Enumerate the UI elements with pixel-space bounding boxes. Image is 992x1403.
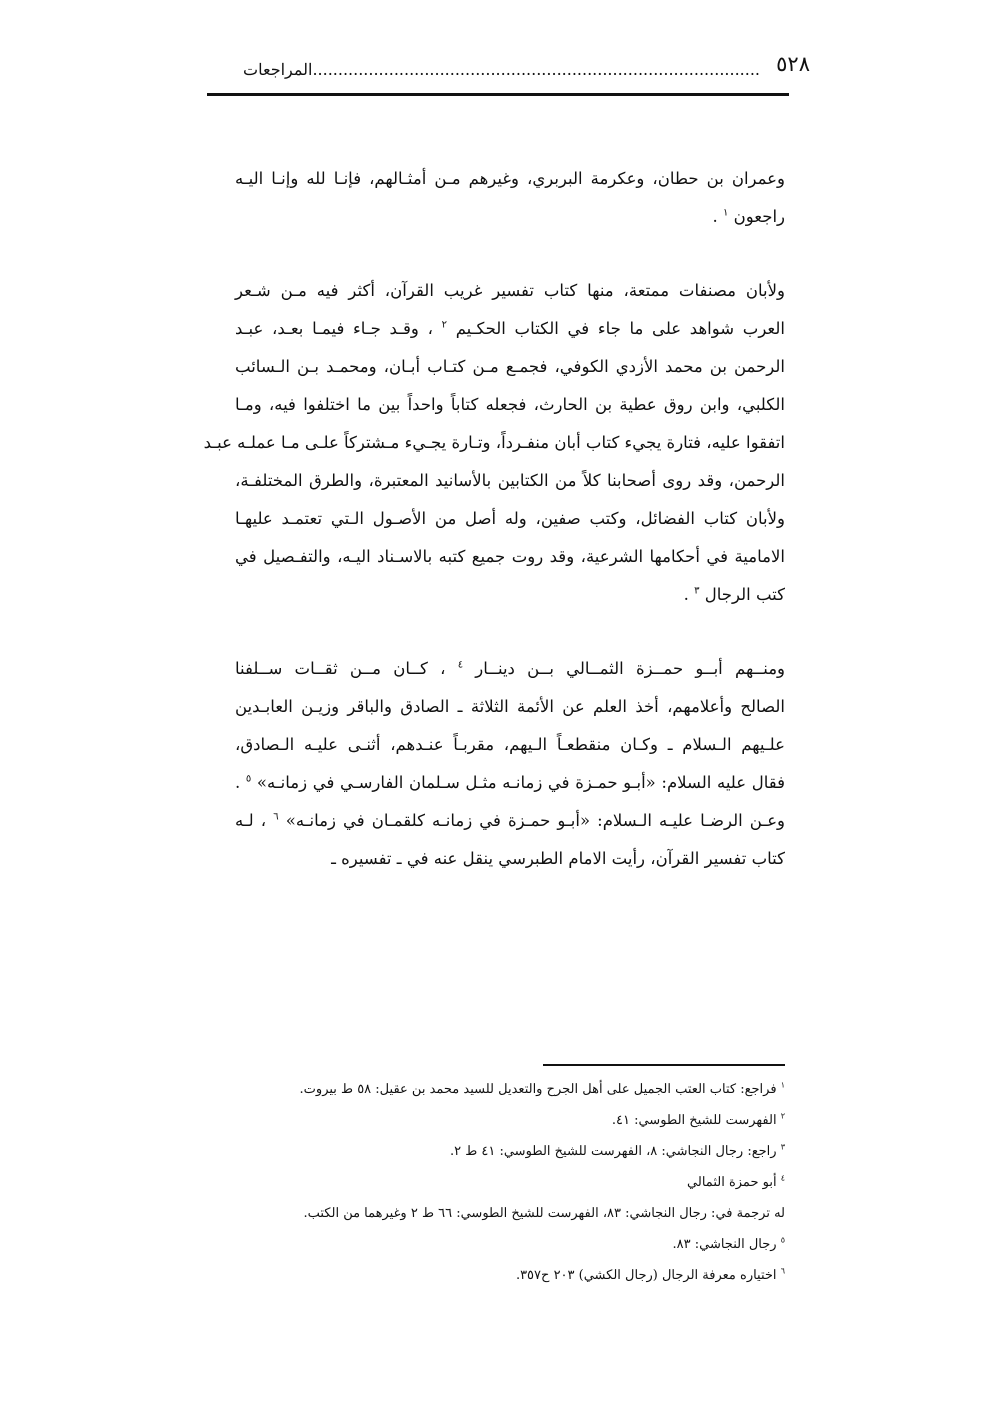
footnote-6: $^٦$ اختياره معرفة الرجال (رجال الكشي) ٢٠٣ ح٣٥٧. [515,1266,785,1283]
text-line: الرحمن، وقد روى أصحابنا كلاً من الكتابين بالأسانيد المعتبرة، والطرق المختلفـة، [235,471,785,490]
text-line: فقال عليه السلام: «أبـو حمـزة في زمانـه مثـل سـلمان الفارسـي في زمانـه» $^٥$ . [235,773,785,792]
footnote-4-continued: له ترجمة في: رجال النجاشي: ٨٣، الفهرست للشيخ الطوسي: ٦٦ ط ٢ وغيرهما من الكتب. [303,1206,785,1221]
footnote-1: $^١$ فراجع: كتاب العتب الجميل على أهل الجرح والتعديل للسيد محمد بن عقيل: ٥٨ ط بيروت. [299,1080,785,1097]
text-line: اتفقوا عليه، فتارة يجيء كتاب أبان منفـرداً، وتـارة يجـيء مـشتركاً علـى مـا عملـه عبـد [203,433,785,452]
footnote-divider [543,1064,785,1066]
text-line: وعـن الرضـا عليـه الـسلام: «أبـو حمـزة في زمانـه كلقمـان في زمانـه» $^٦$ ، لـه [235,811,786,830]
footnote-ref-2[interactable]: ٢ [441,319,447,331]
text-line: الرحمن بن محمد الأزدي الكوفي، فجمـع مـن كتـاب أبـان، ومحمـد بـن الـسائب [235,357,785,376]
text-line: كتب الرجال $^٣$ . [683,585,785,604]
footnote-4: $^٤$ أبو حمزة الثمالي [687,1173,785,1190]
footnote-2: $^٢$ الفهرست للشيخ الطوسي: ٤١. [611,1111,785,1128]
text-line: الكلبي، وابن روق عطية بن الحارث، فجعله كتاباً واحداً بين ما اختلفوا فيه، ومـا [235,395,785,414]
text-line: كتاب تفسير القرآن، رأيت الامام الطبرسي ينقل عنه في ـ تفسيره ـ [331,849,785,868]
page-header [205,48,810,92]
text-line: ولأبان كتاب الفضائل، وكتب صفين، وله أصل من الأصـول الـتي تعتمـد عليهـا [235,509,785,528]
text-line: راجعون $^١$ . [712,207,785,226]
text-line: علـيهم الـسلام ـ وكـان منقطعـاً الـيهم، مقربـاً عنـدهم، أثنـى عليـه الـصادق، [235,735,785,754]
footnote-ref-3[interactable]: ٣ [694,585,700,597]
text-line: العرب شواهد على ما جاء في الكتاب الحكـيم $^٢$ ، وقـد جـاء فيمـا بعـد، عبـد [235,319,786,338]
paragraph-1 [235,160,785,236]
footnote-ref-5[interactable]: ٥ [245,773,252,785]
footnotes [240,1074,785,1291]
footnote-5: $^٥$ رجال النجاشي: ٨٣. [672,1235,785,1252]
text-line: وعمران بن حطان، وعكرمة البربري، وغيرهم مـن أمثـالهم، فإنـا لله وإنـا اليـه [235,169,785,188]
footnote-3: $^٣$ راجع: رجال النجاشي: ٨، الفهرست للشيخ الطوسي: ٤١ ط ٢. [449,1142,785,1159]
page-number: ٥٢٨ [776,52,810,76]
footnote-ref-1[interactable]: ١ [723,207,729,219]
running-title: ........................................................................................المراجعات [243,60,760,79]
footnote-ref-4[interactable]: ٤ [457,659,464,671]
text-line: ولأبان مصنفات ممتعة، منها كتاب تفسير غريب القرآن، أكثر فيه مـن شـعر [235,281,785,300]
header-divider [207,93,789,96]
text-line: ومنــهم أبــو حمــزة الثمــالي بــن دينــار $^٤$ ، كــان مــن ثقــات ســلفنا [235,659,786,678]
paragraph-3 [235,650,785,878]
main-text [203,160,786,914]
text-line: الامامية في أحكامها الشرعية، وقد روت جميع كتبه بالاسـناد اليـه، والتفـصيل في [235,547,785,566]
paragraph-2 [203,272,786,614]
text-line: الصالح وأعلامهم، أخذ العلم عن الأئمة الثلاثة ـ الصادق والباقر وزيـن العابـدين [235,697,785,716]
footnote-ref-6[interactable]: ٦ [273,811,279,823]
